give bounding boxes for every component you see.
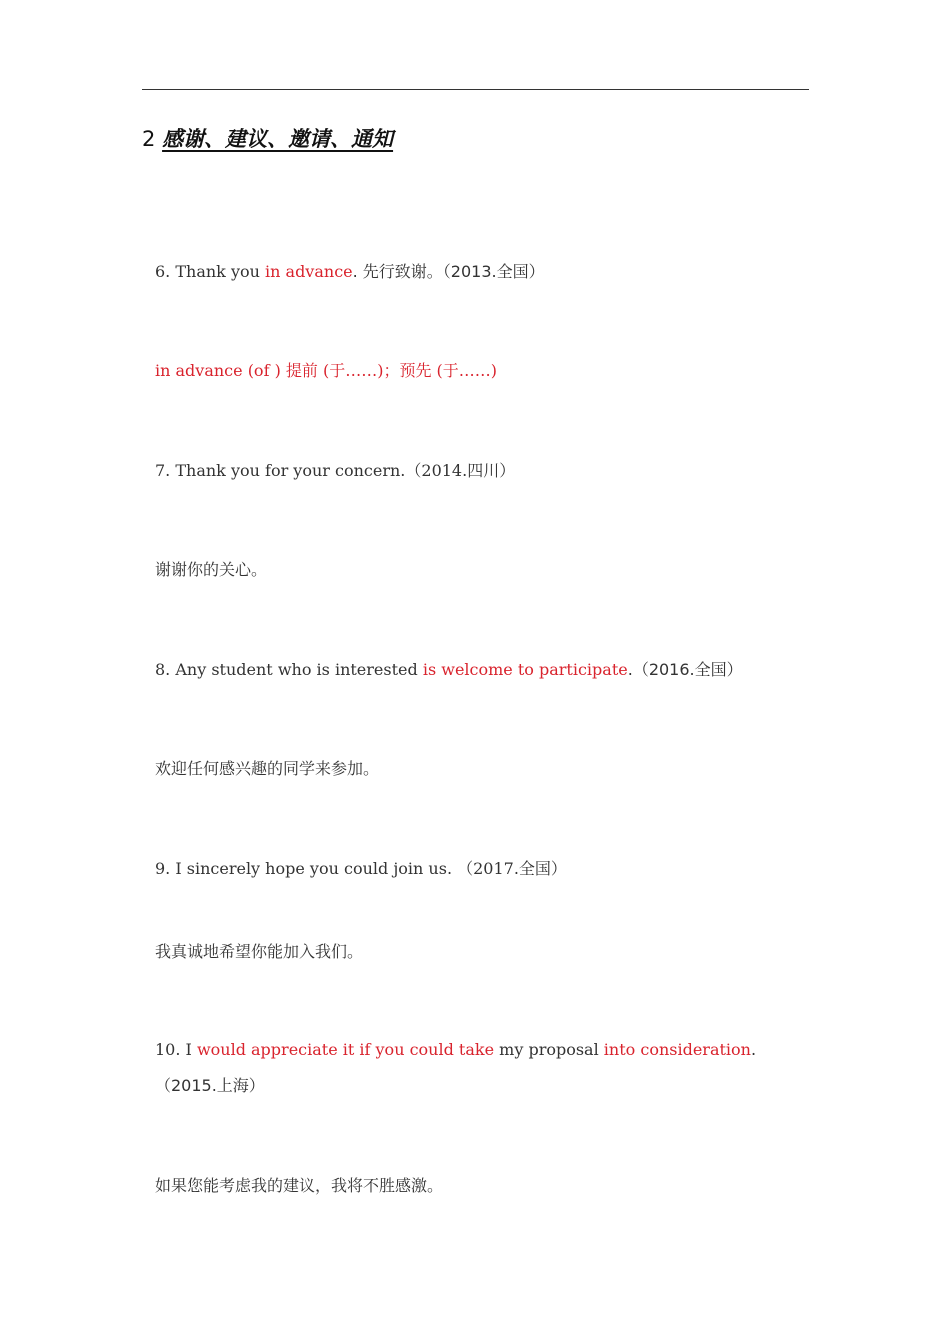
sentence-6	[155, 261, 545, 283]
translation-8: 欢迎任何感兴趣的同学来参加。	[155, 759, 380, 778]
sentence-6-highlight: in advance	[265, 262, 353, 281]
top-divider	[142, 89, 809, 90]
sentence-10-prefix: 10. I	[155, 1040, 197, 1059]
sentence-10-suffix: .	[750, 1040, 757, 1059]
sentence-6-prefix: 6. Thank you	[155, 262, 266, 281]
sentence-10	[155, 1039, 756, 1061]
sentence-8-highlight: is welcome to participate	[422, 660, 628, 679]
translation-9: 我真诚地希望你能加入我们。	[155, 942, 364, 961]
sentence-10-source: （2015.上海）	[155, 1076, 265, 1095]
section-title: 感谢、建议、邀请、通知	[162, 127, 394, 151]
sentence-10-highlight-1: would appreciate it if you could take	[196, 1040, 495, 1059]
sentence-7: 7. Thank you for your concern.（2014.四川）	[155, 461, 516, 480]
translation-10: 如果您能考虑我的建议，我将不胜感激。	[155, 1176, 444, 1195]
note-6: in advance (of ) 提前 (于……)；预先 (于……)	[155, 361, 498, 380]
sentence-8-prefix: 8. Any student who is interested	[155, 660, 423, 679]
sentence-10-highlight-2: into consideration	[603, 1040, 751, 1059]
sentence-10-middle: my proposal	[494, 1040, 604, 1059]
sentence-8	[155, 659, 743, 681]
sentence-9: 9. I sincerely hope you could join us. （2017.全国）	[155, 859, 567, 878]
sentence-6-suffix: . 先行致谢。（2013.全国）	[352, 262, 545, 281]
section-number: 2	[142, 127, 156, 151]
sentence-8-suffix: .（2016.全国）	[627, 660, 743, 679]
section-heading	[142, 124, 393, 154]
translation-7: 谢谢你的关心。	[155, 560, 268, 579]
